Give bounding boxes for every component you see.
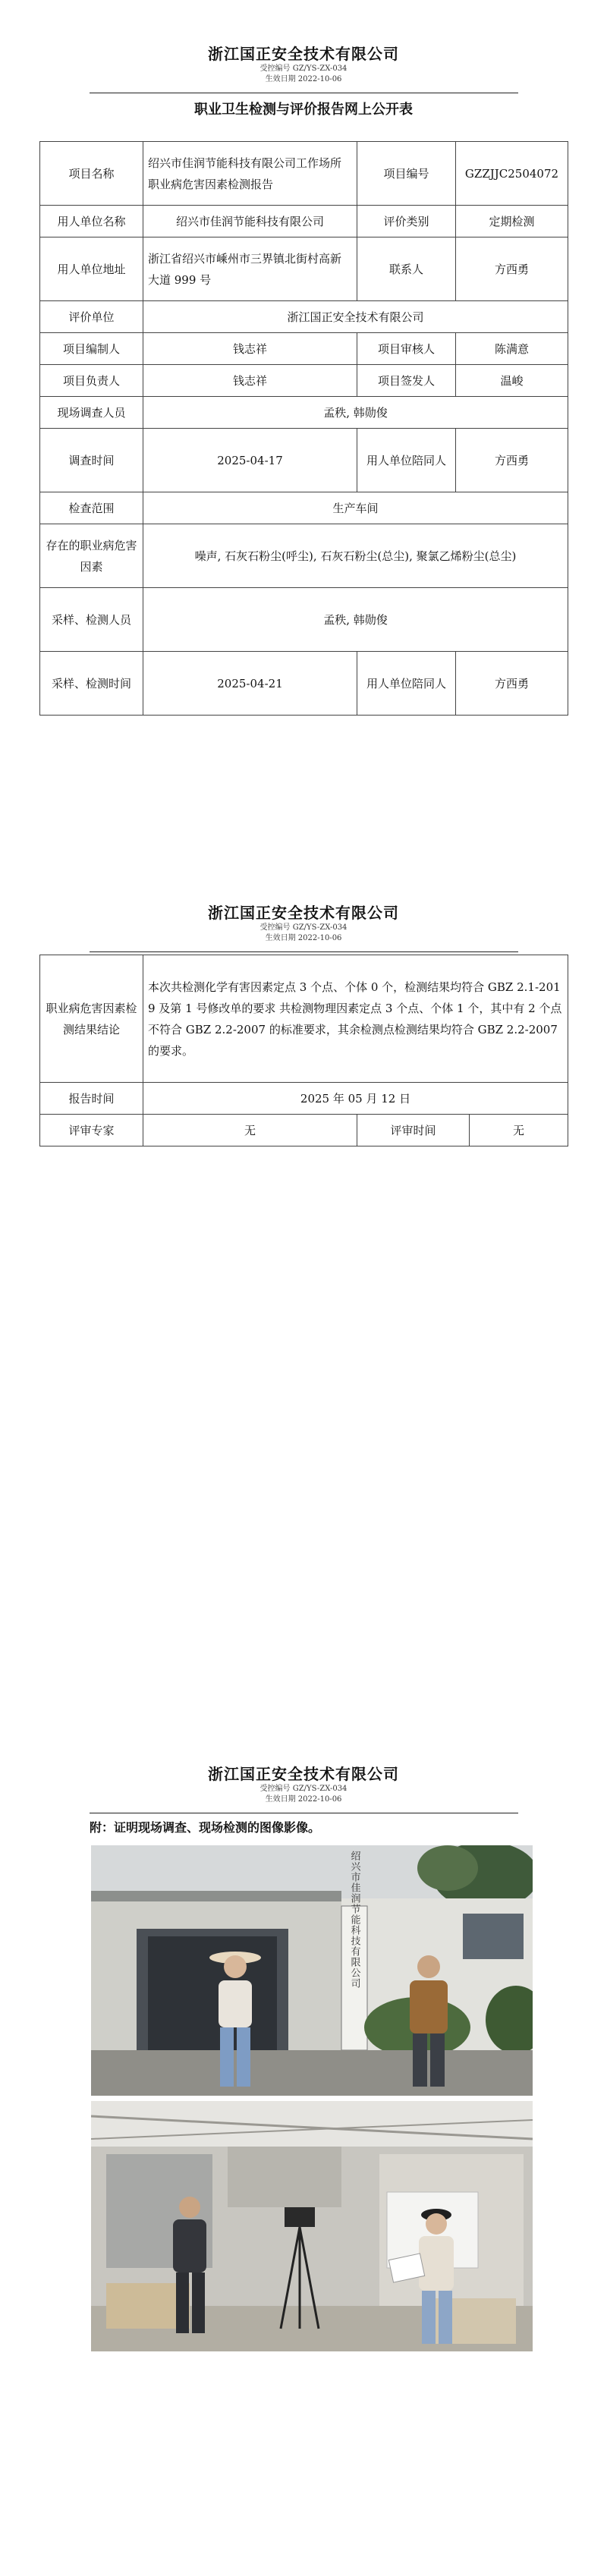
effective-date: 生效日期 2022-10-06	[265, 75, 342, 83]
expert-label: 评审专家	[40, 1115, 143, 1146]
conclusion-label: 职业病危害因素检测结果结论	[40, 955, 143, 1083]
signer-label: 项目签发人	[357, 365, 456, 397]
project-name: 绍兴市佳润节能科技有限公司工作场所职业病危害因素检测报告	[143, 142, 357, 206]
effective-date: 生效日期 2022-10-06	[265, 934, 342, 942]
reviewer: 陈满意	[456, 333, 568, 365]
surveyors: 孟秩, 韩勋俊	[143, 397, 568, 429]
companion: 方西勇	[456, 429, 568, 492]
project-no: GZZJJC2504072	[456, 142, 568, 206]
effective-date: 生效日期 2022-10-06	[265, 1795, 342, 1804]
lead-label: 项目负责人	[40, 365, 143, 397]
table-row	[40, 492, 568, 524]
address: 浙江省绍兴市嵊州市三界镇北街村高新大道 999 号	[143, 237, 357, 301]
report-time-label: 报告时间	[40, 1083, 143, 1115]
review-time: 无	[470, 1115, 568, 1146]
report-time: 2025 年 05 月 12 日	[143, 1083, 568, 1115]
table-row	[40, 365, 568, 397]
table-row	[40, 588, 568, 652]
eval-type: 定期检测	[456, 206, 568, 237]
author-label: 项目编制人	[40, 333, 143, 365]
site-photo-detection	[91, 2101, 533, 2351]
samplers: 孟秩, 韩勋俊	[143, 588, 568, 652]
address-label: 用人单位地址	[40, 237, 143, 301]
table-row	[40, 333, 568, 365]
expert: 无	[143, 1115, 357, 1146]
hazards: 噪声, 石灰石粉尘(呼尘), 石灰石粉尘(总尘), 聚氯乙烯粉尘(总尘)	[143, 524, 568, 588]
companion2: 方西勇	[456, 652, 568, 716]
eval-type-label: 评价类别	[357, 206, 456, 237]
sign-text: 绍兴市佳润节能科技有限公司	[348, 1851, 360, 1989]
table-row	[40, 524, 568, 588]
control-number: 受控编号 GZ/YS-ZX-034	[259, 1785, 348, 1793]
survey-time-label: 调查时间	[40, 429, 143, 492]
survey-time: 2025-04-17	[143, 429, 357, 492]
samplers-label: 采样、检测人员	[40, 588, 143, 652]
sample-time: 2025-04-21	[143, 652, 357, 716]
page2-header	[0, 901, 607, 944]
header-rule	[90, 951, 518, 952]
page-title: 职业卫生检测与评价报告网上公开表	[194, 102, 413, 118]
companion-label: 用人单位陪同人	[357, 429, 456, 492]
companion2-label: 用人单位陪同人	[357, 652, 456, 716]
review-time-label: 评审时间	[357, 1115, 470, 1146]
attachment-note: 附：证明现场调查、现场检测的图像影像。	[90, 1820, 321, 1835]
sample-time-label: 采样、检测时间	[40, 652, 143, 716]
info-table	[39, 141, 568, 716]
scope: 生产车间	[143, 492, 568, 524]
table-row	[40, 1083, 568, 1115]
hazards-label: 存在的职业病危害因素	[40, 524, 143, 588]
page3-header	[0, 1762, 607, 1805]
table-row	[40, 142, 568, 206]
signer: 温峻	[456, 365, 568, 397]
contact: 方西勇	[456, 237, 568, 301]
table-row	[40, 652, 568, 716]
contact-label: 联系人	[357, 237, 456, 301]
lead: 钱志祥	[143, 365, 357, 397]
table-row	[40, 237, 568, 301]
table-row	[40, 301, 568, 333]
evaluator-label: 评价单位	[40, 301, 143, 333]
company-name: 浙江国正安全技术有限公司	[208, 45, 399, 63]
surveyors-label: 现场调查人员	[40, 397, 143, 429]
reviewer-label: 项目审核人	[357, 333, 456, 365]
table-row	[40, 955, 568, 1083]
table-row	[40, 1115, 568, 1146]
company-name: 浙江国正安全技术有限公司	[208, 904, 399, 922]
conclusion: 本次共检测化学有害因素定点 3 个点、个体 0 个，检测结果均符合 GBZ 2.1-2019 及第 1 号修改单的要求 共检测物理因素定点 3 个点、个体 1 个，其中有 2 个点不符合 GBZ 2.2-2007 的标准要求，其余检测点检测结果均符合 GBZ 2.2-2007 的要求。	[143, 955, 568, 1083]
site-photo-survey	[91, 1845, 533, 2096]
employer-label: 用人单位名称	[40, 206, 143, 237]
table-row	[40, 429, 568, 492]
page1-header	[0, 42, 607, 85]
evaluator: 浙江国正安全技术有限公司	[143, 301, 568, 333]
table-row	[40, 206, 568, 237]
author: 钱志祥	[143, 333, 357, 365]
employer: 绍兴市佳润节能科技有限公司	[143, 206, 357, 237]
table-row	[40, 397, 568, 429]
conclusion-table	[39, 955, 568, 1146]
project-name-label: 项目名称	[40, 142, 143, 206]
project-no-label: 项目编号	[357, 142, 456, 206]
company-name: 浙江国正安全技术有限公司	[208, 1765, 399, 1783]
control-number: 受控编号 GZ/YS-ZX-034	[259, 923, 348, 932]
control-number: 受控编号 GZ/YS-ZX-034	[259, 64, 348, 73]
scope-label: 检查范围	[40, 492, 143, 524]
